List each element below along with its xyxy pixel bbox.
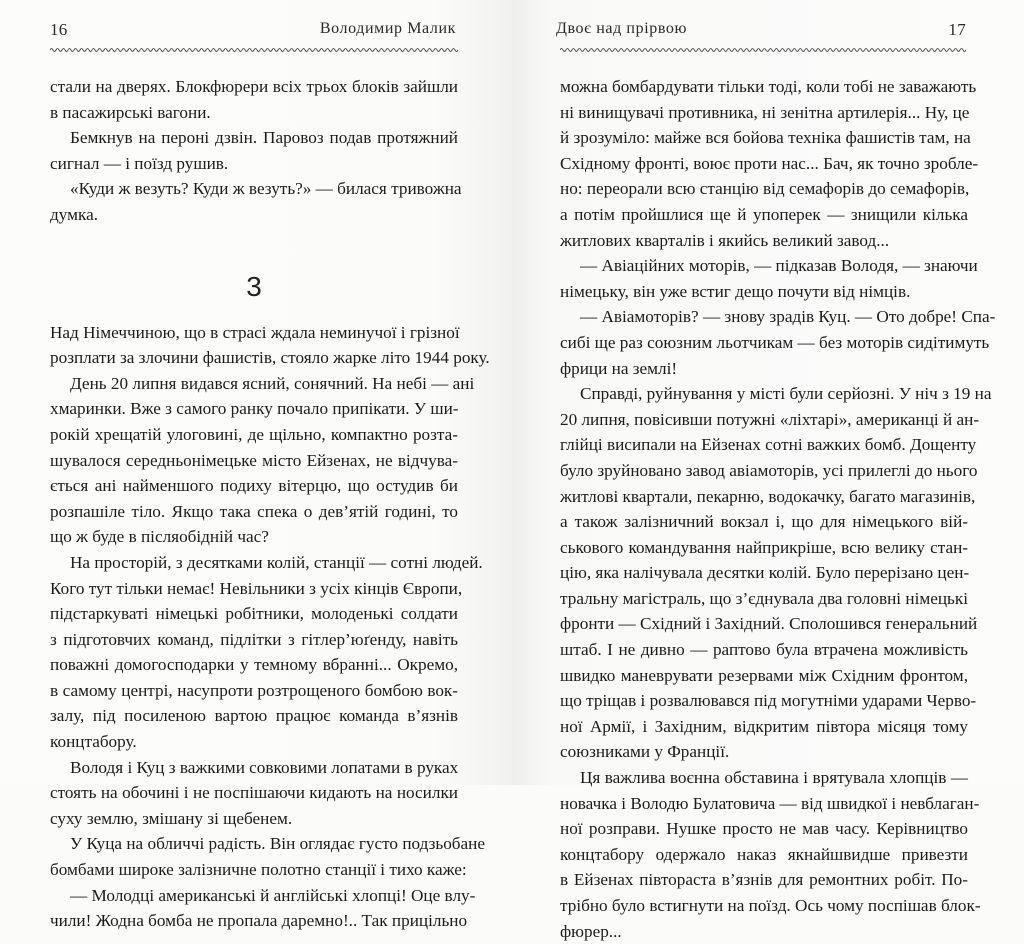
text-line: суху землю, змішану зі щебенем. (50, 808, 293, 828)
text-line: можна бомбардувати тільки тоді, коли тобі не заважають (560, 77, 977, 96)
text-line: но: переорали всю станцію від семафорів до семафорів, (560, 179, 970, 199)
text-line: німецьку, він уже встиг дещо почути від німців. (560, 281, 911, 301)
paragraph (560, 74, 979, 253)
text-line: На просторій, з десятками колій, станції — сотні людей. (70, 552, 483, 572)
text-line: думка. (50, 204, 99, 224)
running-head-author: Володимир Малик (319, 20, 456, 37)
chapter-number: 3 (246, 270, 262, 302)
right-page-text (560, 74, 996, 944)
paragraph (50, 176, 462, 227)
text-line: трібно було встигнути на поїзд. Ось чому поспішав блок- (560, 896, 981, 915)
text-line: було зруйновано завод авіамоторів, усі прилеглі до нього (560, 460, 978, 480)
wave-line (50, 49, 458, 52)
text-line: ськового командування найприкріше, всю велику стан- (560, 537, 968, 557)
text-line: що ж буде в післяобідній час? (50, 527, 269, 547)
text-line: сибі ще раз союзним льотчикам — без моторів сидітимуть (560, 332, 990, 352)
text-after-chapter (50, 320, 490, 934)
wave-ornament-divider (50, 45, 458, 55)
page-number: 16 (50, 20, 68, 39)
paragraph (50, 550, 483, 755)
text-line: штаб. І не дивно — раптово була втрачена можливість (560, 640, 968, 660)
text-line: глійці висипали на Ейзенах сотні важких бомб. Дощенту (560, 435, 977, 455)
text-line: ні винищувачі противника, ні зенітна артилерія... Ну, це (560, 102, 970, 122)
text-line: ється ані найменшого подиху вітерцю, що остудив би (50, 476, 458, 496)
paragraph (50, 74, 458, 125)
text-line: тральну магістраль, що з’єднувала два головні німецькі (560, 588, 969, 608)
paragraph (50, 371, 475, 550)
text-line: цію, яка налічувала десятки колій. Було перерізано цен- (560, 563, 970, 583)
text-line: в пасажирські вагони. (50, 102, 211, 122)
paragraph (50, 883, 476, 934)
text-line: хмаринки. Вже з самого ранку почало припікати. У ши- (50, 399, 459, 419)
left-page-header (50, 20, 456, 44)
text-line: з підготовчих команд, підлітки з гітлер’юґенду, навіть (50, 629, 458, 649)
text-line: концтабору одержало наказ якнайшвидше привезти (560, 844, 968, 864)
text-line: Ця важлива воєнна обставина і врятувала хлопців — (580, 768, 968, 788)
text-line: — Авіаційних моторів, — підказав Володя, — знаючи (580, 256, 978, 276)
text-line: концтабору. (50, 732, 137, 752)
text-line: «Куди ж везуть? Куди ж везуть?» — билася тривожна (70, 179, 462, 199)
right-page (512, 0, 1024, 941)
text-line: У Куца на обличчі радість. Він оглядає густо подзьобане (70, 834, 485, 854)
text-line: а потім пройшлися ще й упоперек — знищили кілька (560, 204, 968, 224)
paragraph (560, 253, 978, 304)
text-line: — Молодці американські й англійські хлопці! Оце влу- (70, 885, 476, 905)
wave-line (560, 49, 966, 52)
text-line: розпашіле тіло. Якщо така спека о дев’ятій годині, то (50, 501, 458, 521)
text-line: й зрозуміло: майже вся бойова техніка фашистів там, на (560, 128, 971, 148)
text-line: а також залізничний вокзал і, що для німецького вій- (560, 512, 968, 532)
paragraph (50, 320, 490, 371)
left-page (0, 0, 512, 931)
text-line: стоять на обочині і не поспішаючи кидають на носилки (50, 783, 458, 803)
text-line: Володя і Куц з важкими совковими лопатами в руках (70, 757, 459, 777)
text-line: Бемкнув на пероні дзвін. Паровоз подав протяжний (70, 128, 458, 148)
paragraph (560, 765, 981, 944)
text-line: фрици на землі! (560, 358, 678, 378)
text-line: бомбами широке залізничне полотно станції і тихо каже: (50, 860, 467, 880)
text-line: підстаркуваті німецькі робітники, молоденькі солдати (50, 604, 458, 624)
text-line: стали на дверях. Блокфюрери всіх трьох блоків зайшли (50, 77, 458, 96)
text-line: залу, під посиленою вартою працює команда в’язнів (50, 706, 458, 726)
text-line: швидко маневрувати резервами між Східним фронтом, (560, 665, 968, 685)
paragraph (560, 304, 996, 381)
page-number: 17 (948, 20, 966, 39)
text-line: шувалося середньонімецьке місто Ейзенах, не відчува- (50, 450, 458, 470)
text-line: розплати за злочини фашистів, стояло жарке літо 1944 року. (50, 348, 490, 368)
text-line: в самому центрі, насупроти розтрощеного бомбою вок- (50, 680, 458, 700)
text-line: фронти — Східний і Західний. Сполошився генеральний (560, 614, 978, 634)
text-line: фюрер... (560, 921, 622, 941)
running-head-title: Двоє над прірвою (556, 20, 688, 37)
text-line: новачка і Володю Булатовича — від швидкої і невблаган- (560, 793, 980, 813)
text-line: сигнал — і поїзд рушив. (50, 153, 229, 173)
text-line: ної розправи. Нушке просто не мав часу. Керівництво (560, 819, 968, 839)
paragraph (50, 125, 458, 176)
text-line: житлові квартали, пекарню, водокачку, багато магазинів, (560, 486, 976, 506)
text-line: поважні домогосподарки у темному вбранні... Окремо, (50, 655, 458, 675)
paragraph (560, 381, 992, 765)
text-before-chapter (50, 74, 462, 228)
wave-ornament-divider (560, 45, 966, 55)
text-line: що тріщав і розвалювався під могутніми ударами Черво- (560, 691, 977, 711)
text-line: чили! Жодна бомба не пропала даремно!.. Так прицільно (50, 911, 468, 931)
text-line: союзниками у Франції. (560, 742, 730, 762)
text-line: Східному фронті, воює проти нас... Бач, як точно зробле- (560, 153, 979, 173)
text-line: ної Армії, і Західним, відкритим півтора місяця тому (560, 716, 968, 736)
text-line: День 20 липня видався ясний, сонячний. На небі — ані (70, 373, 475, 393)
paragraph (50, 755, 458, 832)
text-line: 20 липня, повісивши потужні «ліхтарі», американці й ан- (560, 409, 980, 429)
text-line: житлових кварталів і якийсь великий завод... (560, 230, 890, 250)
text-line: Над Німеччиною, що в страсі ждала неминучої і грізної (50, 322, 460, 342)
text-line: — Авіамоторів? — знову зрадів Куц. — Ото добре! Спа- (580, 307, 996, 327)
text-line: Кого тут тільки немає! Невільники з усіх кінців Європи, (50, 578, 463, 598)
text-line: рокій хрещатій улоговині, де щільно, компактно розта- (50, 424, 458, 444)
left-page-body (50, 74, 490, 934)
text-line: в Ейзенах півтораста в’язнів для ремонтних робіт. По- (560, 870, 968, 890)
right-page-header (556, 20, 966, 44)
text-line: Справді, руйнування у місті були серйозні. У ніч з 19 на (580, 384, 992, 404)
paragraph (50, 831, 485, 882)
right-page-body (560, 74, 996, 944)
